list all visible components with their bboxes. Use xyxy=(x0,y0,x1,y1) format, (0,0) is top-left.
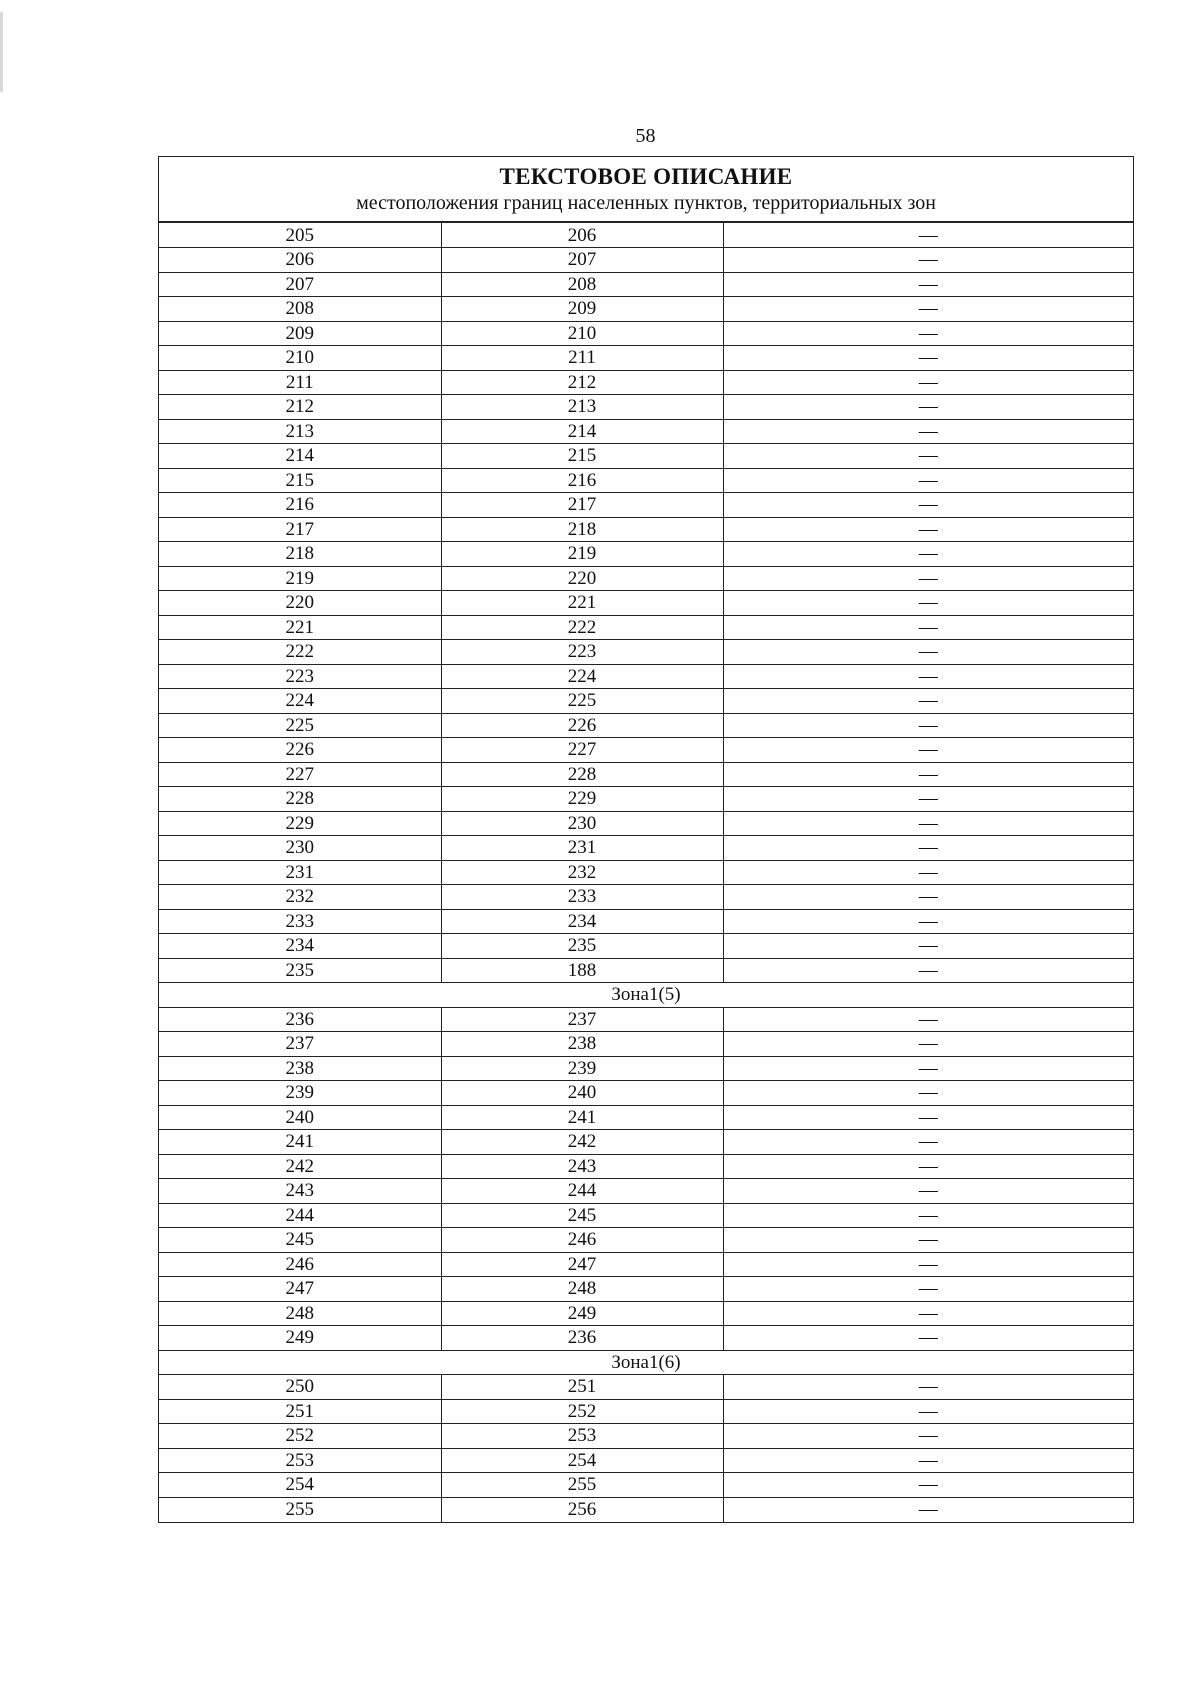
point-to-cell: 214 xyxy=(441,419,723,444)
point-from-cell: 227 xyxy=(159,762,441,787)
description-cell: — xyxy=(723,713,1133,738)
table-row xyxy=(159,1179,1133,1204)
point-to-cell: 234 xyxy=(441,909,723,934)
point-from-cell: 248 xyxy=(159,1301,441,1326)
table-row xyxy=(159,664,1133,689)
description-cell: — xyxy=(723,1448,1133,1473)
point-to-cell: 233 xyxy=(441,885,723,910)
point-to-cell: 219 xyxy=(441,542,723,567)
description-cell: — xyxy=(723,640,1133,665)
point-from-cell: 218 xyxy=(159,542,441,567)
table-row xyxy=(159,1301,1133,1326)
description-cell: — xyxy=(723,297,1133,322)
description-cell: — xyxy=(723,1497,1133,1522)
point-to-cell: 218 xyxy=(441,517,723,542)
point-from-cell: 222 xyxy=(159,640,441,665)
table-row xyxy=(159,713,1133,738)
zone-header-row xyxy=(159,1350,1133,1375)
description-cell: — xyxy=(723,1130,1133,1155)
point-from-cell: 251 xyxy=(159,1399,441,1424)
table-row xyxy=(159,1203,1133,1228)
point-to-cell: 249 xyxy=(441,1301,723,1326)
point-to-cell: 224 xyxy=(441,664,723,689)
point-to-cell: 206 xyxy=(441,223,723,248)
table-row xyxy=(159,297,1133,322)
table-row xyxy=(159,811,1133,836)
description-cell: — xyxy=(723,1007,1133,1032)
description-cell: — xyxy=(723,1228,1133,1253)
description-cell: — xyxy=(723,1081,1133,1106)
table-row xyxy=(159,689,1133,714)
table-row xyxy=(159,1130,1133,1155)
point-to-cell: 247 xyxy=(441,1252,723,1277)
table-row xyxy=(159,395,1133,420)
point-from-cell: 221 xyxy=(159,615,441,640)
table-row xyxy=(159,860,1133,885)
description-cell: — xyxy=(723,1203,1133,1228)
table-row xyxy=(159,272,1133,297)
table-row xyxy=(159,1375,1133,1400)
point-from-cell: 219 xyxy=(159,566,441,591)
description-cell: — xyxy=(723,836,1133,861)
point-to-cell: 236 xyxy=(441,1326,723,1351)
point-from-cell: 253 xyxy=(159,1448,441,1473)
point-from-cell: 207 xyxy=(159,272,441,297)
scan-edge-mark xyxy=(0,12,3,92)
description-cell: — xyxy=(723,958,1133,983)
description-cell: — xyxy=(723,1154,1133,1179)
description-cell: — xyxy=(723,444,1133,469)
point-from-cell: 211 xyxy=(159,370,441,395)
point-to-cell: 256 xyxy=(441,1497,723,1522)
description-cell: — xyxy=(723,248,1133,273)
table-row xyxy=(159,958,1133,983)
description-cell: — xyxy=(723,591,1133,616)
point-from-cell: 210 xyxy=(159,346,441,371)
table-row xyxy=(159,419,1133,444)
point-from-cell: 243 xyxy=(159,1179,441,1204)
point-from-cell: 213 xyxy=(159,419,441,444)
table-row xyxy=(159,909,1133,934)
description-cell: — xyxy=(723,493,1133,518)
point-from-cell: 214 xyxy=(159,444,441,469)
description-cell: — xyxy=(723,1375,1133,1400)
description-cell: — xyxy=(723,689,1133,714)
point-to-cell: 238 xyxy=(441,1032,723,1057)
point-from-cell: 215 xyxy=(159,468,441,493)
point-to-cell: 207 xyxy=(441,248,723,273)
description-cell: — xyxy=(723,1105,1133,1130)
point-from-cell: 209 xyxy=(159,321,441,346)
table-row xyxy=(159,738,1133,763)
table-row xyxy=(159,640,1133,665)
table-row xyxy=(159,248,1133,273)
point-from-cell: 238 xyxy=(159,1056,441,1081)
description-cell: — xyxy=(723,1301,1133,1326)
point-to-cell: 227 xyxy=(441,738,723,763)
description-cell: — xyxy=(723,1399,1133,1424)
point-from-cell: 226 xyxy=(159,738,441,763)
description-cell: — xyxy=(723,468,1133,493)
table-row xyxy=(159,1056,1133,1081)
table-row xyxy=(159,591,1133,616)
description-cell: — xyxy=(723,615,1133,640)
table-body xyxy=(159,223,1133,1522)
point-from-cell: 205 xyxy=(159,223,441,248)
point-from-cell: 237 xyxy=(159,1032,441,1057)
description-cell: — xyxy=(723,787,1133,812)
description-cell: — xyxy=(723,885,1133,910)
table-row xyxy=(159,1252,1133,1277)
point-to-cell: 244 xyxy=(441,1179,723,1204)
point-from-cell: 225 xyxy=(159,713,441,738)
point-to-cell: 212 xyxy=(441,370,723,395)
zone-label: Зона1(6) xyxy=(159,1350,1133,1375)
point-from-cell: 216 xyxy=(159,493,441,518)
point-from-cell: 231 xyxy=(159,860,441,885)
point-to-cell: 217 xyxy=(441,493,723,518)
table-row xyxy=(159,1081,1133,1106)
table-row xyxy=(159,1424,1133,1449)
table-row xyxy=(159,517,1133,542)
point-from-cell: 228 xyxy=(159,787,441,812)
point-from-cell: 246 xyxy=(159,1252,441,1277)
boundary-rows-table xyxy=(159,223,1133,1522)
point-to-cell: 232 xyxy=(441,860,723,885)
table-row xyxy=(159,762,1133,787)
description-cell: — xyxy=(723,346,1133,371)
point-to-cell: 226 xyxy=(441,713,723,738)
table-row xyxy=(159,787,1133,812)
table-row xyxy=(159,321,1133,346)
table-row xyxy=(159,1154,1133,1179)
table-row xyxy=(159,1473,1133,1498)
description-cell: — xyxy=(723,419,1133,444)
description-cell: — xyxy=(723,738,1133,763)
point-to-cell: 252 xyxy=(441,1399,723,1424)
document-title: ТЕКСТОВОЕ ОПИСАНИЕ xyxy=(499,164,793,189)
point-from-cell: 217 xyxy=(159,517,441,542)
description-cell: — xyxy=(723,762,1133,787)
point-from-cell: 224 xyxy=(159,689,441,714)
point-from-cell: 236 xyxy=(159,1007,441,1032)
table-row xyxy=(159,223,1133,248)
table-header xyxy=(159,157,1133,223)
zone-label: Зона1(5) xyxy=(159,983,1133,1008)
table-row xyxy=(159,1399,1133,1424)
point-to-cell: 230 xyxy=(441,811,723,836)
point-from-cell: 229 xyxy=(159,811,441,836)
point-to-cell: 255 xyxy=(441,1473,723,1498)
description-cell: — xyxy=(723,517,1133,542)
point-from-cell: 250 xyxy=(159,1375,441,1400)
table-row xyxy=(159,542,1133,567)
point-to-cell: 239 xyxy=(441,1056,723,1081)
description-cell: — xyxy=(723,1424,1133,1449)
table-row xyxy=(159,493,1133,518)
description-cell: — xyxy=(723,934,1133,959)
point-to-cell: 237 xyxy=(441,1007,723,1032)
point-to-cell: 251 xyxy=(441,1375,723,1400)
description-cell: — xyxy=(723,566,1133,591)
point-from-cell: 242 xyxy=(159,1154,441,1179)
table-row xyxy=(159,1326,1133,1351)
point-to-cell: 243 xyxy=(441,1154,723,1179)
point-to-cell: 253 xyxy=(441,1424,723,1449)
table-row xyxy=(159,836,1133,861)
description-cell: — xyxy=(723,1056,1133,1081)
point-from-cell: 247 xyxy=(159,1277,441,1302)
table-row xyxy=(159,346,1133,371)
point-from-cell: 234 xyxy=(159,934,441,959)
table-row xyxy=(159,615,1133,640)
table-row xyxy=(159,566,1133,591)
point-to-cell: 208 xyxy=(441,272,723,297)
table-row xyxy=(159,934,1133,959)
point-to-cell: 188 xyxy=(441,958,723,983)
description-cell: — xyxy=(723,1032,1133,1057)
point-from-cell: 220 xyxy=(159,591,441,616)
table-row xyxy=(159,1497,1133,1522)
point-from-cell: 245 xyxy=(159,1228,441,1253)
point-to-cell: 246 xyxy=(441,1228,723,1253)
point-to-cell: 228 xyxy=(441,762,723,787)
point-to-cell: 242 xyxy=(441,1130,723,1155)
table-row xyxy=(159,1448,1133,1473)
table-row xyxy=(159,444,1133,469)
description-cell: — xyxy=(723,223,1133,248)
point-from-cell: 232 xyxy=(159,885,441,910)
point-to-cell: 241 xyxy=(441,1105,723,1130)
point-from-cell: 239 xyxy=(159,1081,441,1106)
point-to-cell: 220 xyxy=(441,566,723,591)
point-from-cell: 241 xyxy=(159,1130,441,1155)
point-to-cell: 235 xyxy=(441,934,723,959)
point-to-cell: 225 xyxy=(441,689,723,714)
point-to-cell: 254 xyxy=(441,1448,723,1473)
point-to-cell: 222 xyxy=(441,615,723,640)
point-to-cell: 213 xyxy=(441,395,723,420)
description-cell: — xyxy=(723,860,1133,885)
point-to-cell: 221 xyxy=(441,591,723,616)
description-cell: — xyxy=(723,1473,1133,1498)
document-subtitle: местоположения границ населенных пунктов, территориальных зон xyxy=(356,192,936,214)
description-cell: — xyxy=(723,395,1133,420)
point-from-cell: 212 xyxy=(159,395,441,420)
point-to-cell: 223 xyxy=(441,640,723,665)
table-row xyxy=(159,1228,1133,1253)
page-number: 58 xyxy=(635,125,656,147)
description-cell: — xyxy=(723,811,1133,836)
description-cell: — xyxy=(723,370,1133,395)
table-row xyxy=(159,885,1133,910)
point-to-cell: 211 xyxy=(441,346,723,371)
table-row xyxy=(159,370,1133,395)
point-from-cell: 249 xyxy=(159,1326,441,1351)
description-cell: — xyxy=(723,1326,1133,1351)
point-to-cell: 248 xyxy=(441,1277,723,1302)
point-from-cell: 208 xyxy=(159,297,441,322)
table-row xyxy=(159,1105,1133,1130)
description-cell: — xyxy=(723,909,1133,934)
point-from-cell: 254 xyxy=(159,1473,441,1498)
point-from-cell: 240 xyxy=(159,1105,441,1130)
point-from-cell: 223 xyxy=(159,664,441,689)
point-from-cell: 255 xyxy=(159,1497,441,1522)
table-row xyxy=(159,1032,1133,1057)
description-cell: — xyxy=(723,542,1133,567)
description-cell: — xyxy=(723,321,1133,346)
point-to-cell: 231 xyxy=(441,836,723,861)
table-row xyxy=(159,468,1133,493)
table-row xyxy=(159,1277,1133,1302)
point-to-cell: 210 xyxy=(441,321,723,346)
point-to-cell: 240 xyxy=(441,1081,723,1106)
point-from-cell: 230 xyxy=(159,836,441,861)
point-from-cell: 206 xyxy=(159,248,441,273)
description-cell: — xyxy=(723,1277,1133,1302)
point-to-cell: 215 xyxy=(441,444,723,469)
point-to-cell: 229 xyxy=(441,787,723,812)
description-cell: — xyxy=(723,664,1133,689)
description-cell: — xyxy=(723,1252,1133,1277)
point-from-cell: 235 xyxy=(159,958,441,983)
zone-header-row xyxy=(159,983,1133,1008)
description-cell: — xyxy=(723,272,1133,297)
description-cell: — xyxy=(723,1179,1133,1204)
point-from-cell: 233 xyxy=(159,909,441,934)
table-row xyxy=(159,1007,1133,1032)
point-to-cell: 245 xyxy=(441,1203,723,1228)
boundary-description-table xyxy=(158,156,1134,1523)
point-from-cell: 244 xyxy=(159,1203,441,1228)
point-to-cell: 209 xyxy=(441,297,723,322)
point-from-cell: 252 xyxy=(159,1424,441,1449)
point-to-cell: 216 xyxy=(441,468,723,493)
